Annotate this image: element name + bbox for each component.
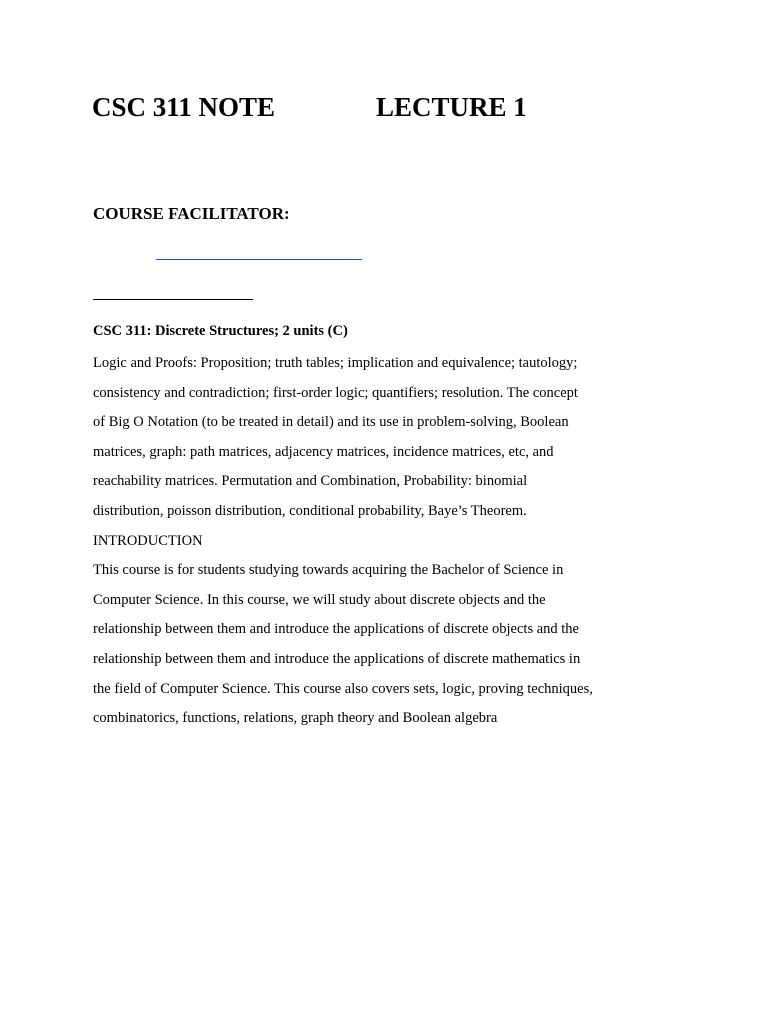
body-line: matrices, graph: path matrices, adjacency matrices, incidence matrices, etc, and (93, 443, 554, 460)
body-line: Logic and Proofs: Proposition; truth tables; implication and equivalence; tautology; (93, 355, 578, 371)
body-line: This course is for students studying towards acquiring the Bachelor of Science in (93, 562, 564, 579)
body-line: relationship between them and introduce the applications of discrete mathematics in (93, 650, 581, 667)
facilitator-label: COURSE FACILITATOR: (93, 204, 290, 223)
title-course-note: CSC 311 NOTE (92, 92, 276, 122)
section-heading-introduction: INTRODUCTION (93, 532, 203, 549)
body-text (93, 349, 693, 734)
facilitator-link-underline[interactable] (156, 259, 362, 260)
title-lecture: LECTURE 1 (376, 92, 527, 122)
body-line: combinatorics, functions, relations, graph theory and Boolean algebra (93, 710, 498, 727)
body-line: of Big O Notation (to be treated in detail) and its use in problem-solving, Boolean (93, 414, 569, 431)
body-line: relationship between them and introduce the applications of discrete objects and the (93, 621, 579, 638)
body-line: distribution, poisson distribution, conditional probability, Baye’s Theorem. (93, 502, 527, 519)
body-line: reachability matrices. Permutation and Combination, Probability: binomial (93, 473, 528, 490)
body-line: consistency and contradiction; first-order logic; quantifiers; resolution. The concept (93, 384, 578, 401)
separator-line (93, 299, 253, 300)
body-line: Computer Science. In this course, we will study about discrete objects and the (93, 591, 546, 608)
course-heading: CSC 311: Discrete Structures; 2 units (C) (93, 323, 348, 339)
body-line: the field of Computer Science. This course also covers sets, logic, proving techniques, (93, 680, 593, 697)
